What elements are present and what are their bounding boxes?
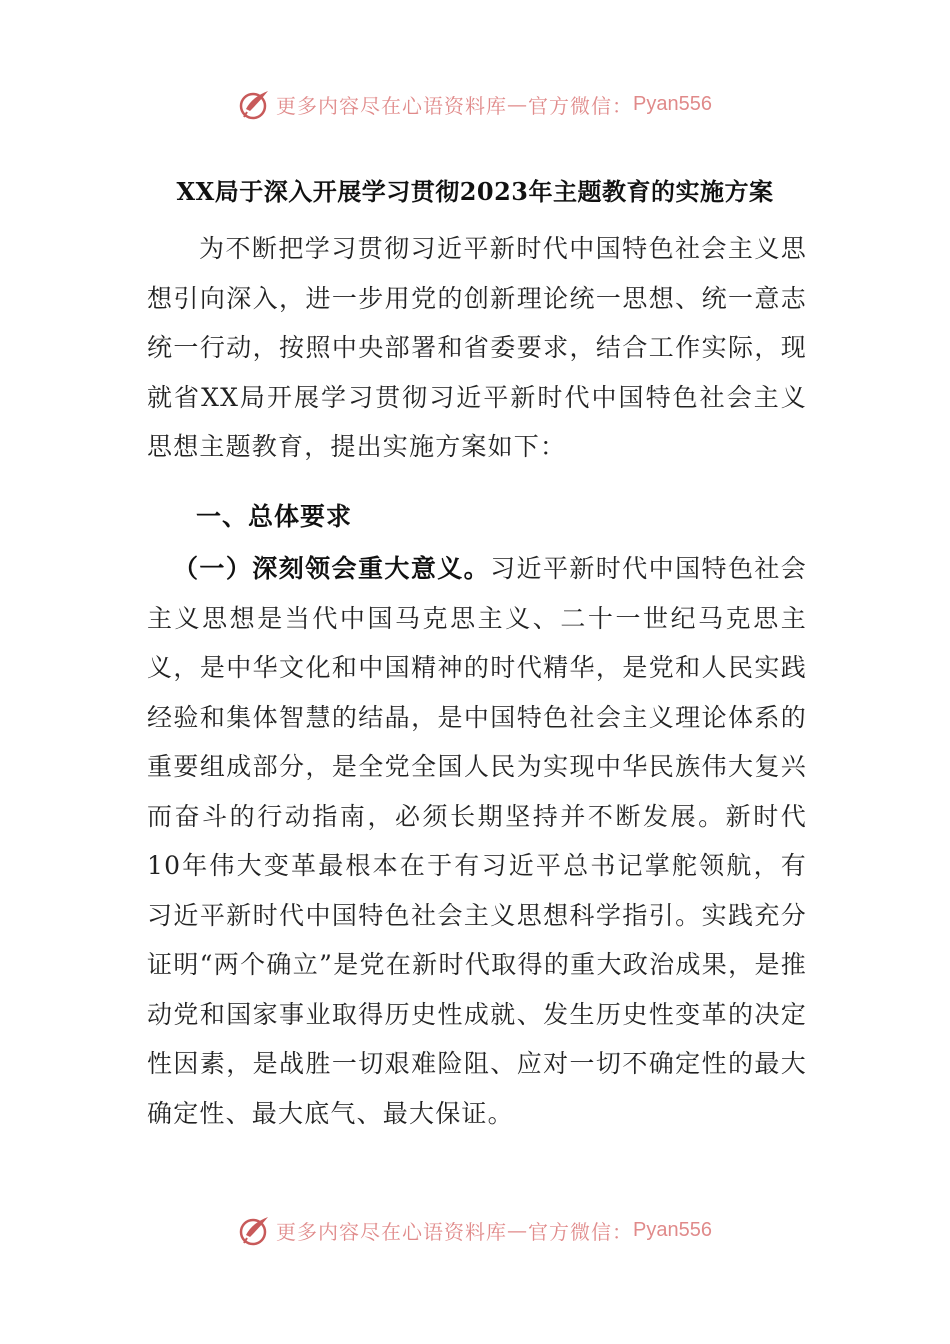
watermark-wechat-label: 官方微信： <box>528 1219 634 1244</box>
watermark-banner-top <box>0 84 950 124</box>
subsection-paragraph <box>147 544 807 1138</box>
watermark-main-text: 更多内容尽在心语资料库 <box>276 93 508 118</box>
watermark-separator: — <box>507 92 529 116</box>
watermark-banner-bottom <box>0 1210 950 1250</box>
subsection-lead: （一）深刻领会重大意义。 <box>173 554 491 583</box>
document-title: XX局于深入开展学习贯彻2023年主题教育的实施方案 <box>176 177 774 206</box>
watermark-wechat-label: 官方微信： <box>528 93 634 118</box>
intro-paragraph: 为不断把学习贯彻习近平新时代中国特色社会主义思想引向深入，进一步用党的创新理论统一思想、统一意志统一行动，按照中央部署和省委要求，结合工作实际，现就省XX局开展学习贯彻习近平新时代中国特色社会主义思想主题教育，提出实施方案如下： <box>147 234 807 461</box>
quill-pen-logo-icon <box>238 87 272 121</box>
watermark-separator: — <box>507 1218 529 1242</box>
subsection-body: 习近平新时代中国特色社会主义思想是当代中国马克思主义、二十一世纪马克思主义，是中华文化和中国精神的时代精华，是党和人民实践经验和集体智慧的结晶，是中国特色社会主义理论体系的重要组成部分，是全党全国人民为实现中华民族伟大复兴而奋斗的行动指南，必须长期坚持并不断发展。新时代10年伟大变革最根本在于有习近平总书记掌舵领航，有习近平新时代中国特色社会主义思想科学指引。实践充分证明“两个确立”是党在新时代取得的重大政治成果，是推动党和国家事业取得历史性成就、发生历史性变革的决定性因素，是战胜一切艰难险阻、应对一切不确定性的最大确定性、最大底气、最大保证。 <box>147 554 807 1128</box>
watermark-main-text: 更多内容尽在心语资料库 <box>276 1219 508 1244</box>
watermark-wechat-id: Pyan556 <box>633 92 712 115</box>
section-heading: 一、总体要求 <box>196 502 353 531</box>
quill-pen-logo-icon <box>238 1213 272 1247</box>
watermark-wechat-id: Pyan556 <box>633 1218 712 1241</box>
